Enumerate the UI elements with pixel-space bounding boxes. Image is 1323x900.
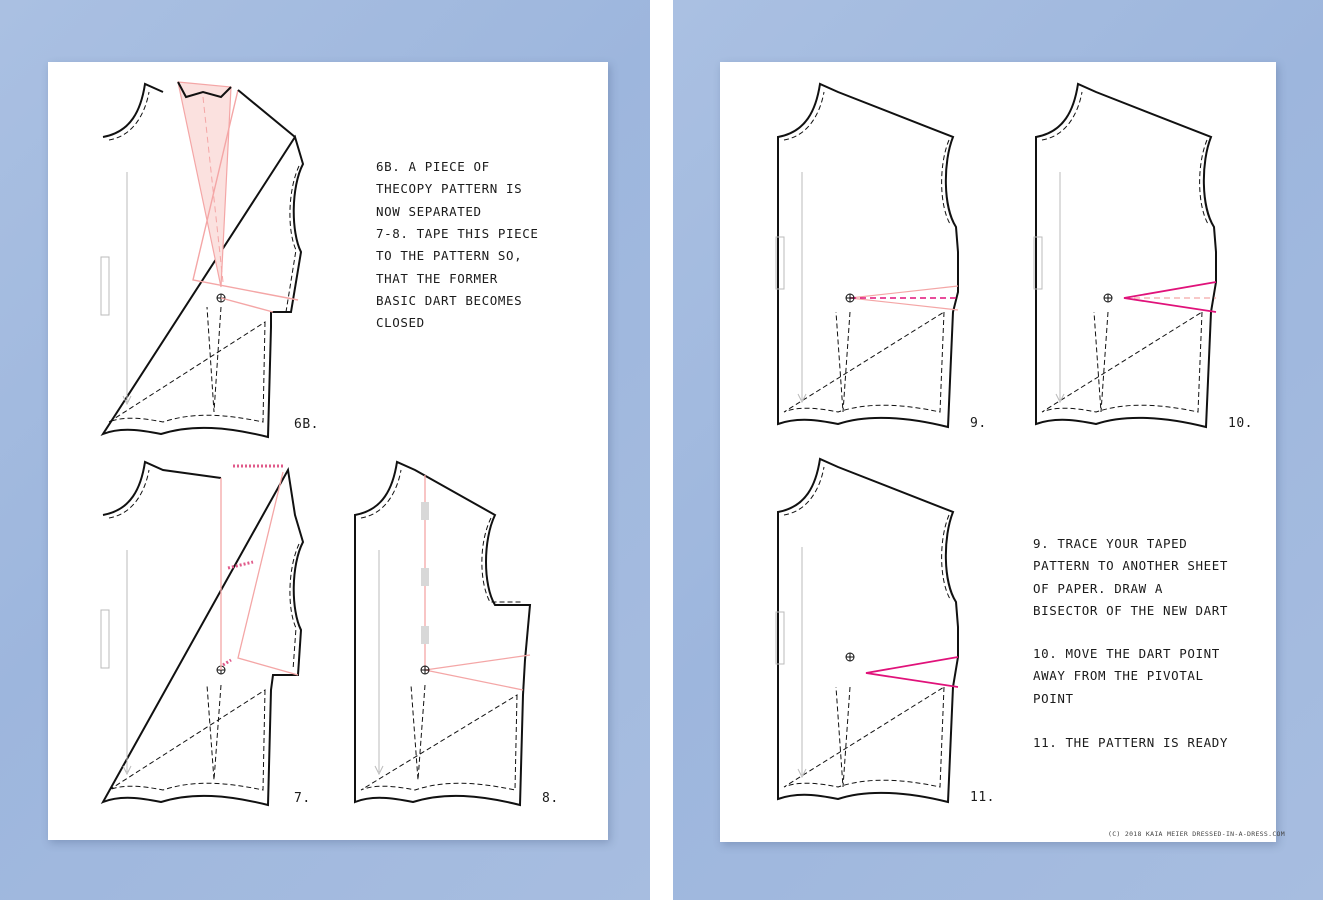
step-label-6b: 6B. [294, 417, 319, 432]
pattern-step-9 [776, 84, 958, 427]
instruction-9: 9. TRACE YOUR TAPED PATTERN TO ANOTHER SHEET OF PAPER. DRAW A BISECTOR OF THE NEW DART [1033, 536, 1229, 618]
instruction-7-8: 7-8. TAPE THIS PIECE TO THE PATTERN SO, THAT THE FORMER BASIC DART BECOMES CLOSED [376, 226, 539, 331]
pattern-step-8 [355, 462, 530, 805]
instruction-10: 10. MOVE THE DART POINT AWAY FROM THE PIVOTAL POINT [1033, 646, 1220, 706]
copyright-notice: (C) 2018 KAIA MEIER DRESSED-IN-A-DRESS.COM [1108, 830, 1285, 838]
pattern-drawings-left [48, 62, 608, 840]
instruction-6b: 6B. A PIECE OF THECOPY PATTERN IS NOW SEPARATED [376, 159, 523, 219]
pattern-step-11 [776, 459, 958, 802]
instruction-sheet-left [48, 62, 608, 840]
step-label-10: 10. [1228, 416, 1253, 431]
pattern-step-10 [1034, 84, 1216, 427]
instruction-11: 11. THE PATTERN IS READY [1033, 735, 1229, 750]
pattern-step-6b [101, 82, 303, 437]
step-label-9: 9. [970, 416, 987, 431]
step-label-11: 11. [970, 790, 995, 805]
pattern-drawings-right [720, 62, 1276, 842]
step-label-7: 7. [294, 791, 311, 806]
pattern-step-7 [101, 462, 303, 805]
step-label-8: 8. [542, 791, 559, 806]
instruction-sheet-right [720, 62, 1285, 842]
